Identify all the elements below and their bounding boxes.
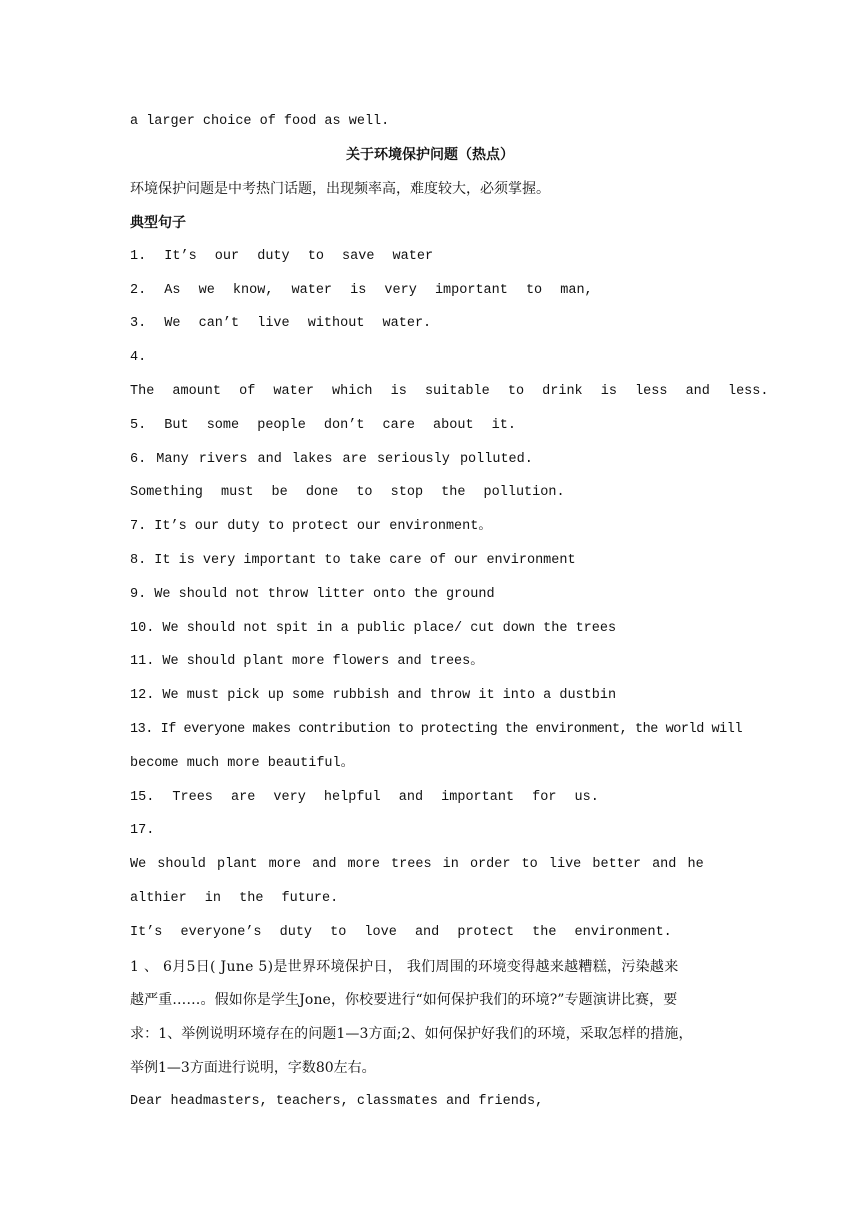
sentence-line: become much more beautiful。 [130,756,355,771]
sentence-line: 17. [130,823,155,838]
task-paragraph-line: 求：1、举例说明环境存在的问题1—3方面;2、如何保护好我们的环境，采取怎样的措施， [130,1026,693,1042]
sentence-line: 12. We must pick up some rubbish and throw it into a dustbin [130,688,617,703]
sentence-line: It’s everyone’s duty to love and protect the environment. [130,925,672,940]
text-line: a larger choice of food as well. [130,114,390,129]
letter-greeting: Dear headmasters, teachers, classmates and friends, [130,1094,544,1109]
sentence-line: 7. It’s our duty to protect our environment。 [130,519,492,534]
sentence-line: 6. Many rivers and lakes are seriously polluted. [130,452,533,467]
subheading: 典型句子 [130,215,186,231]
sentence-line: 4. [130,350,147,365]
sentence-line: 13. If everyone makes contribution to protecting the environment, the world will [130,722,743,737]
sentence-line: Something must be done to stop the pollution. [130,485,565,500]
sentence-line: The amount of water which is suitable to drink is less and less. [130,384,769,399]
task-paragraph-line: 1 、 6月5日( June 5)是世界环境保护日， 我们周围的环境变得越来越糟糕，污染越来 [130,959,679,975]
task-paragraph-line: 越严重……。假如你是学生Jone，你校要进行“如何保护我们的环境?”专题演讲比赛，要 [130,992,678,1008]
intro-paragraph: 环境保护问题是中考热门话题，出现频率高，难度较大，必须掌握。 [130,181,550,197]
sentence-line: We should plant more and more trees in order to live better and he [130,857,704,872]
sentence-line: 11. We should plant more flowers and trees。 [130,654,484,669]
sentence-line: 5. But some people don’t care about it. [130,418,516,433]
section-title: 关于环境保护问题（热点） [346,147,514,163]
sentence-line: althier in the future. [130,891,339,906]
sentence-line: 3. We can’t live without water. [130,316,432,331]
sentence-line: 2. As we know, water is very important to man, [130,283,593,298]
sentence-line: 15. Trees are very helpful and important for us. [130,790,599,805]
sentence-line: 1. It’s our duty to save water [130,249,434,264]
task-paragraph-line: 举例1—3方面进行说明，字数80左右。 [130,1060,376,1076]
sentence-line: 9. We should not throw litter onto the ground [130,587,495,602]
sentence-line: 8. It is very important to take care of our environment [130,553,576,568]
sentence-line: 10. We should not spit in a public place/ cut down the trees [130,621,617,636]
